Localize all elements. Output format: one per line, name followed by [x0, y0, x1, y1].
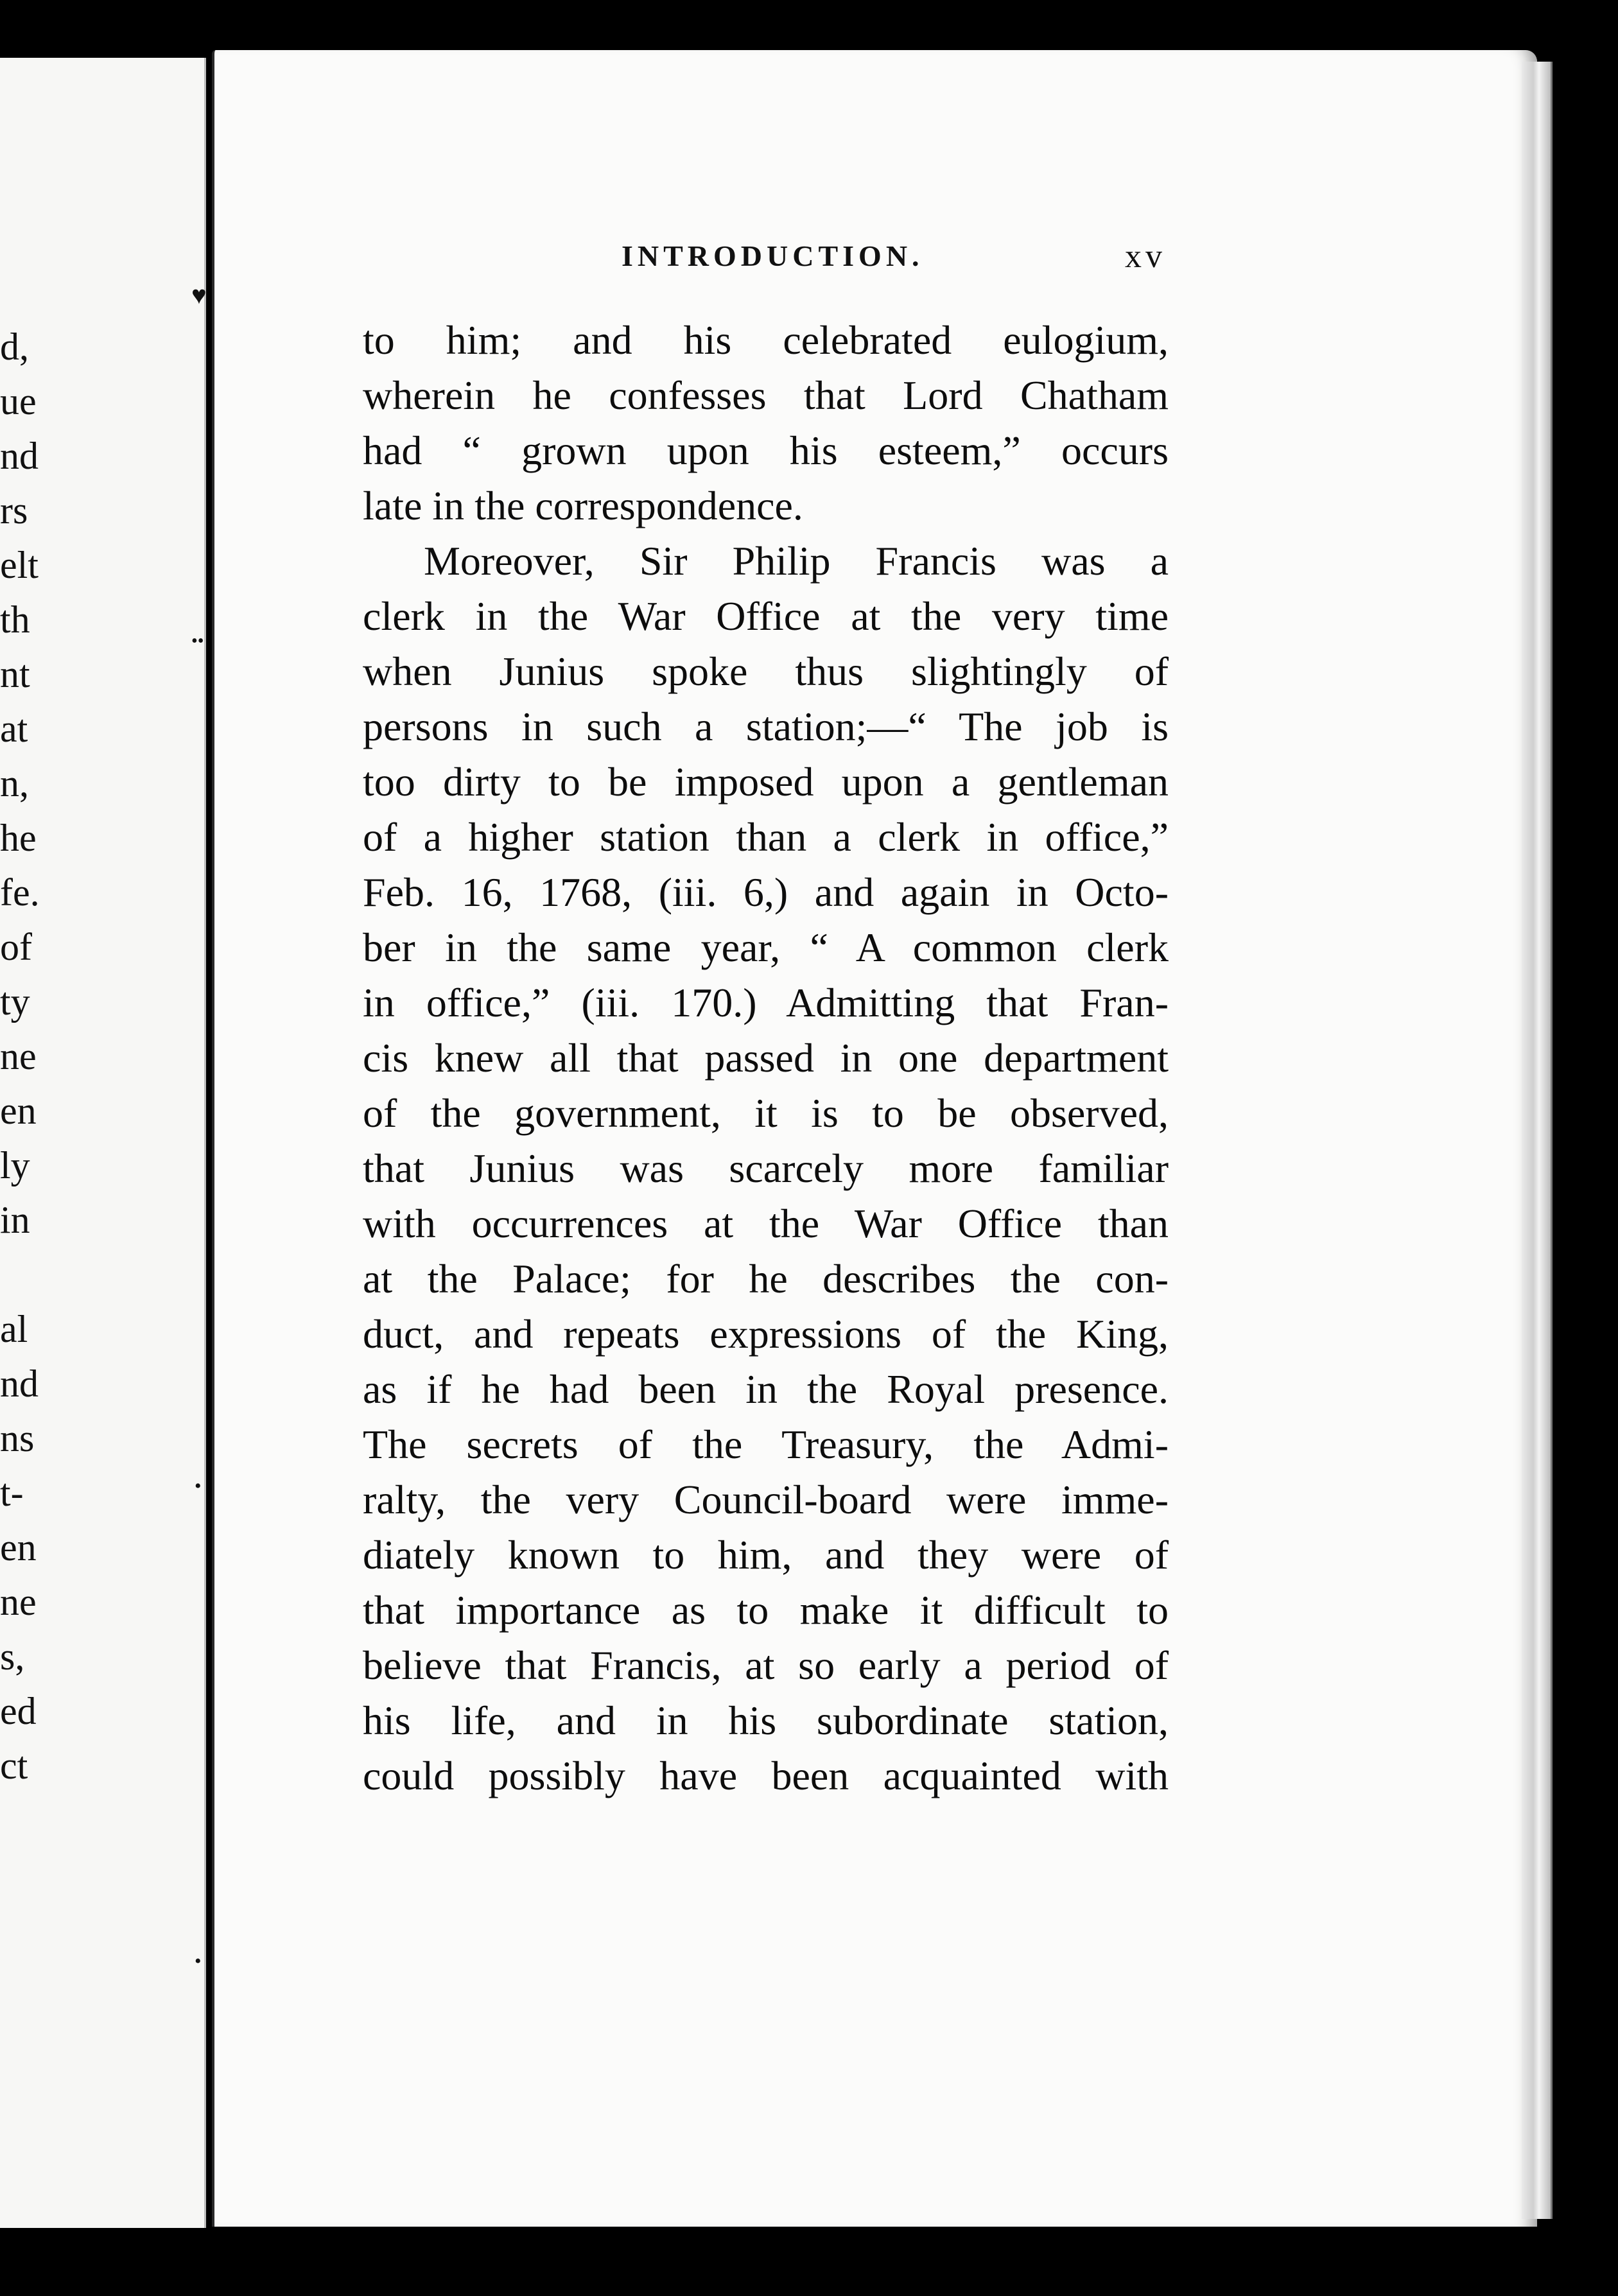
running-head: INTRODUCTION. [622, 239, 924, 272]
text-line: cis knew all that passed in one department [363, 1035, 1169, 1081]
page-number: xv [1125, 238, 1166, 275]
left-fragment: ne [0, 1581, 37, 1623]
left-fragment: in [0, 1199, 30, 1241]
left-fragment: of [0, 926, 32, 968]
text-line: Feb. 16, 1768, (iii. 6,) and again in Octo- [363, 869, 1169, 915]
text-line: diately known to him, and they were of [363, 1532, 1169, 1578]
text-line: could possibly have been acquainted with [363, 1753, 1169, 1798]
binding-mark-icon: • [195, 1475, 202, 1497]
page-edge [1522, 62, 1553, 2219]
left-fragment: ly [0, 1144, 30, 1187]
left-fragment: rs [0, 489, 28, 532]
left-fragment: ty [0, 980, 30, 1023]
left-fragment: en [0, 1090, 37, 1132]
text-line: that Junius was scarcely more familiar [363, 1145, 1169, 1191]
text-line: had “ grown upon his esteem,” occurs [363, 428, 1169, 473]
text-line: ralty, the very Council-board were imme- [363, 1477, 1169, 1522]
left-fragment: ed [0, 1690, 37, 1732]
text-line: too dirty to be imposed upon a gentleman [363, 759, 1169, 804]
text-line: with occurrences at the War Office than [363, 1201, 1169, 1246]
left-fragment: s, [0, 1635, 25, 1678]
text-line: clerk in the War Office at the very time [363, 593, 1169, 639]
left-fragment: al [0, 1308, 28, 1350]
text-line: late in the correspondence. [363, 483, 803, 528]
text-line: his life, and in his subordinate station, [363, 1698, 1169, 1743]
left-fragment: fe. [0, 871, 40, 914]
left-fragment: nt [0, 653, 30, 695]
text-line: of the government, it is to be observed, [363, 1090, 1169, 1136]
text-line: to him; and his celebrated eulogium, [363, 317, 1169, 363]
left-fragment: at [0, 708, 28, 750]
left-fragment: ct [0, 1744, 28, 1787]
previous-page [0, 58, 206, 2228]
left-fragment: ne [0, 1035, 37, 1077]
text-line: wherein he confesses that Lord Chatham [363, 372, 1169, 418]
left-fragment: ns [0, 1417, 35, 1459]
text-line: as if he had been in the Royal presence. [363, 1366, 1169, 1412]
left-fragment: elt [0, 544, 39, 586]
text-line: at the Palace; for he describes the con- [363, 1256, 1169, 1301]
left-fragment: th [0, 598, 30, 641]
text-line: in office,” (iii. 170.) Admitting that Fran- [363, 980, 1169, 1025]
text-line: persons in such a station;—“ The job is [363, 704, 1169, 749]
binding-mark-icon: • [195, 1951, 202, 1972]
text-line: believe that Francis, at so early a period of [363, 1642, 1169, 1688]
left-fragment: ue [0, 380, 37, 422]
left-fragment: d, [0, 326, 29, 368]
left-fragment: he [0, 817, 37, 859]
text-line: ber in the same year, “ A common clerk [363, 925, 1169, 970]
text-line: Moreover, Sir Philip Francis was a [424, 538, 1169, 584]
left-fragment: n, [0, 762, 29, 804]
text-line: duct, and repeats expressions of the King, [363, 1311, 1169, 1357]
text-line: when Junius spoke thus slightingly of [363, 648, 1169, 694]
text-line: of a higher station than a clerk in office,” [363, 814, 1169, 860]
binding-mark-icon: •• [191, 631, 204, 651]
text-line: The secrets of the Treasury, the Admi- [363, 1422, 1169, 1467]
left-fragment: en [0, 1526, 37, 1569]
binding-mark-icon: ♥ [191, 281, 207, 309]
text-line: that importance as to make it difficult to [363, 1587, 1169, 1633]
left-fragment: t- [0, 1472, 24, 1514]
left-fragment: nd [0, 435, 39, 477]
left-fragment: nd [0, 1362, 39, 1405]
